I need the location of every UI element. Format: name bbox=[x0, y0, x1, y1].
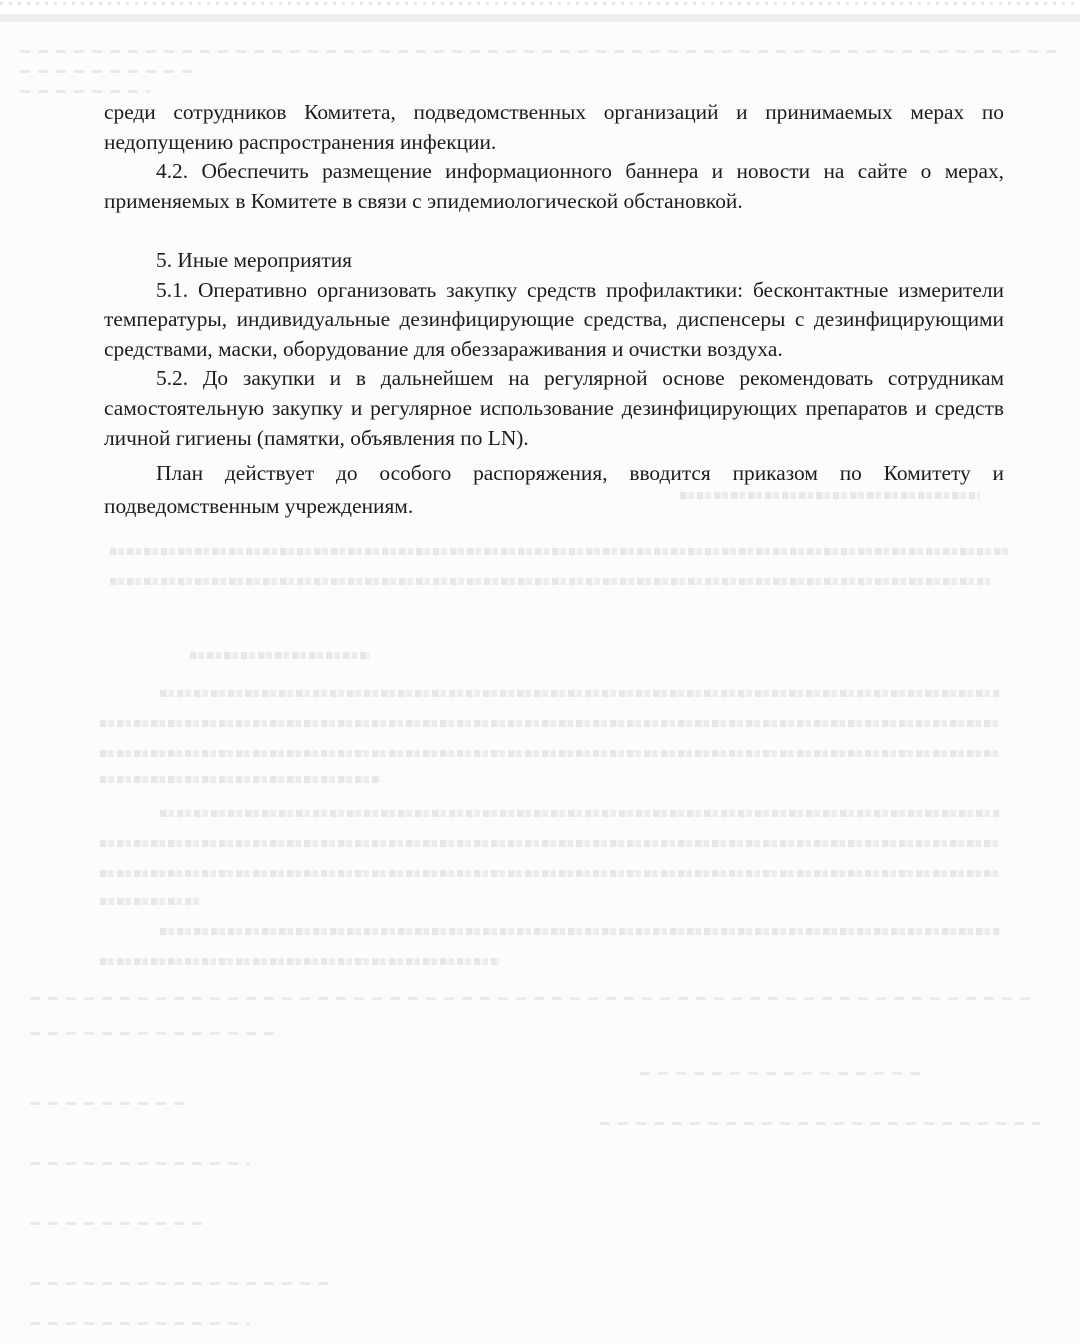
paragraph-5-2: 5.2. До закупки и в дальнейшем на регулярной основе рекомендовать сотрудникам самостоятельную закупку и регулярное использование дезинфицирующих препаратов и средств личной гигиены (памятки, объявления по LN). bbox=[104, 366, 1004, 450]
paragraph-5-1: 5.1. Оперативно организовать закупку средств профилактики: бесконтактные измерители температуры, индивидуальные дезинфицирующие средства, диспенсеры с дезинфицирующими средствами, маски, оборудование для обеззараживания и очистки воздуха. bbox=[104, 277, 1004, 361]
paragraph-4-1-continuation: среди сотрудников Комитета, подведомственных организаций и принимаемых мерах по недопущению распространения инфекции. bbox=[104, 100, 1004, 154]
scanned-page bbox=[0, 22, 1080, 1344]
scanner-top-band bbox=[0, 0, 1080, 22]
plan-validity-paragraph: План действует до особого распоряжения, вводится приказом по Комитету и подведомственным учреждениям. bbox=[104, 461, 1004, 519]
scan-noise bbox=[0, 2, 1080, 5]
paragraph-4-2: 4.2. Обеспечить размещение информационного баннера и новости на сайте о мерах, применяемых в Комитете в связи с эпидемиологической обстановкой. bbox=[104, 159, 1004, 213]
section-5-heading: 5. Иные мероприятия bbox=[156, 247, 352, 272]
document-body bbox=[104, 98, 1004, 523]
scan-edge-strip bbox=[0, 14, 1080, 22]
paragraph-gap bbox=[104, 216, 1004, 246]
